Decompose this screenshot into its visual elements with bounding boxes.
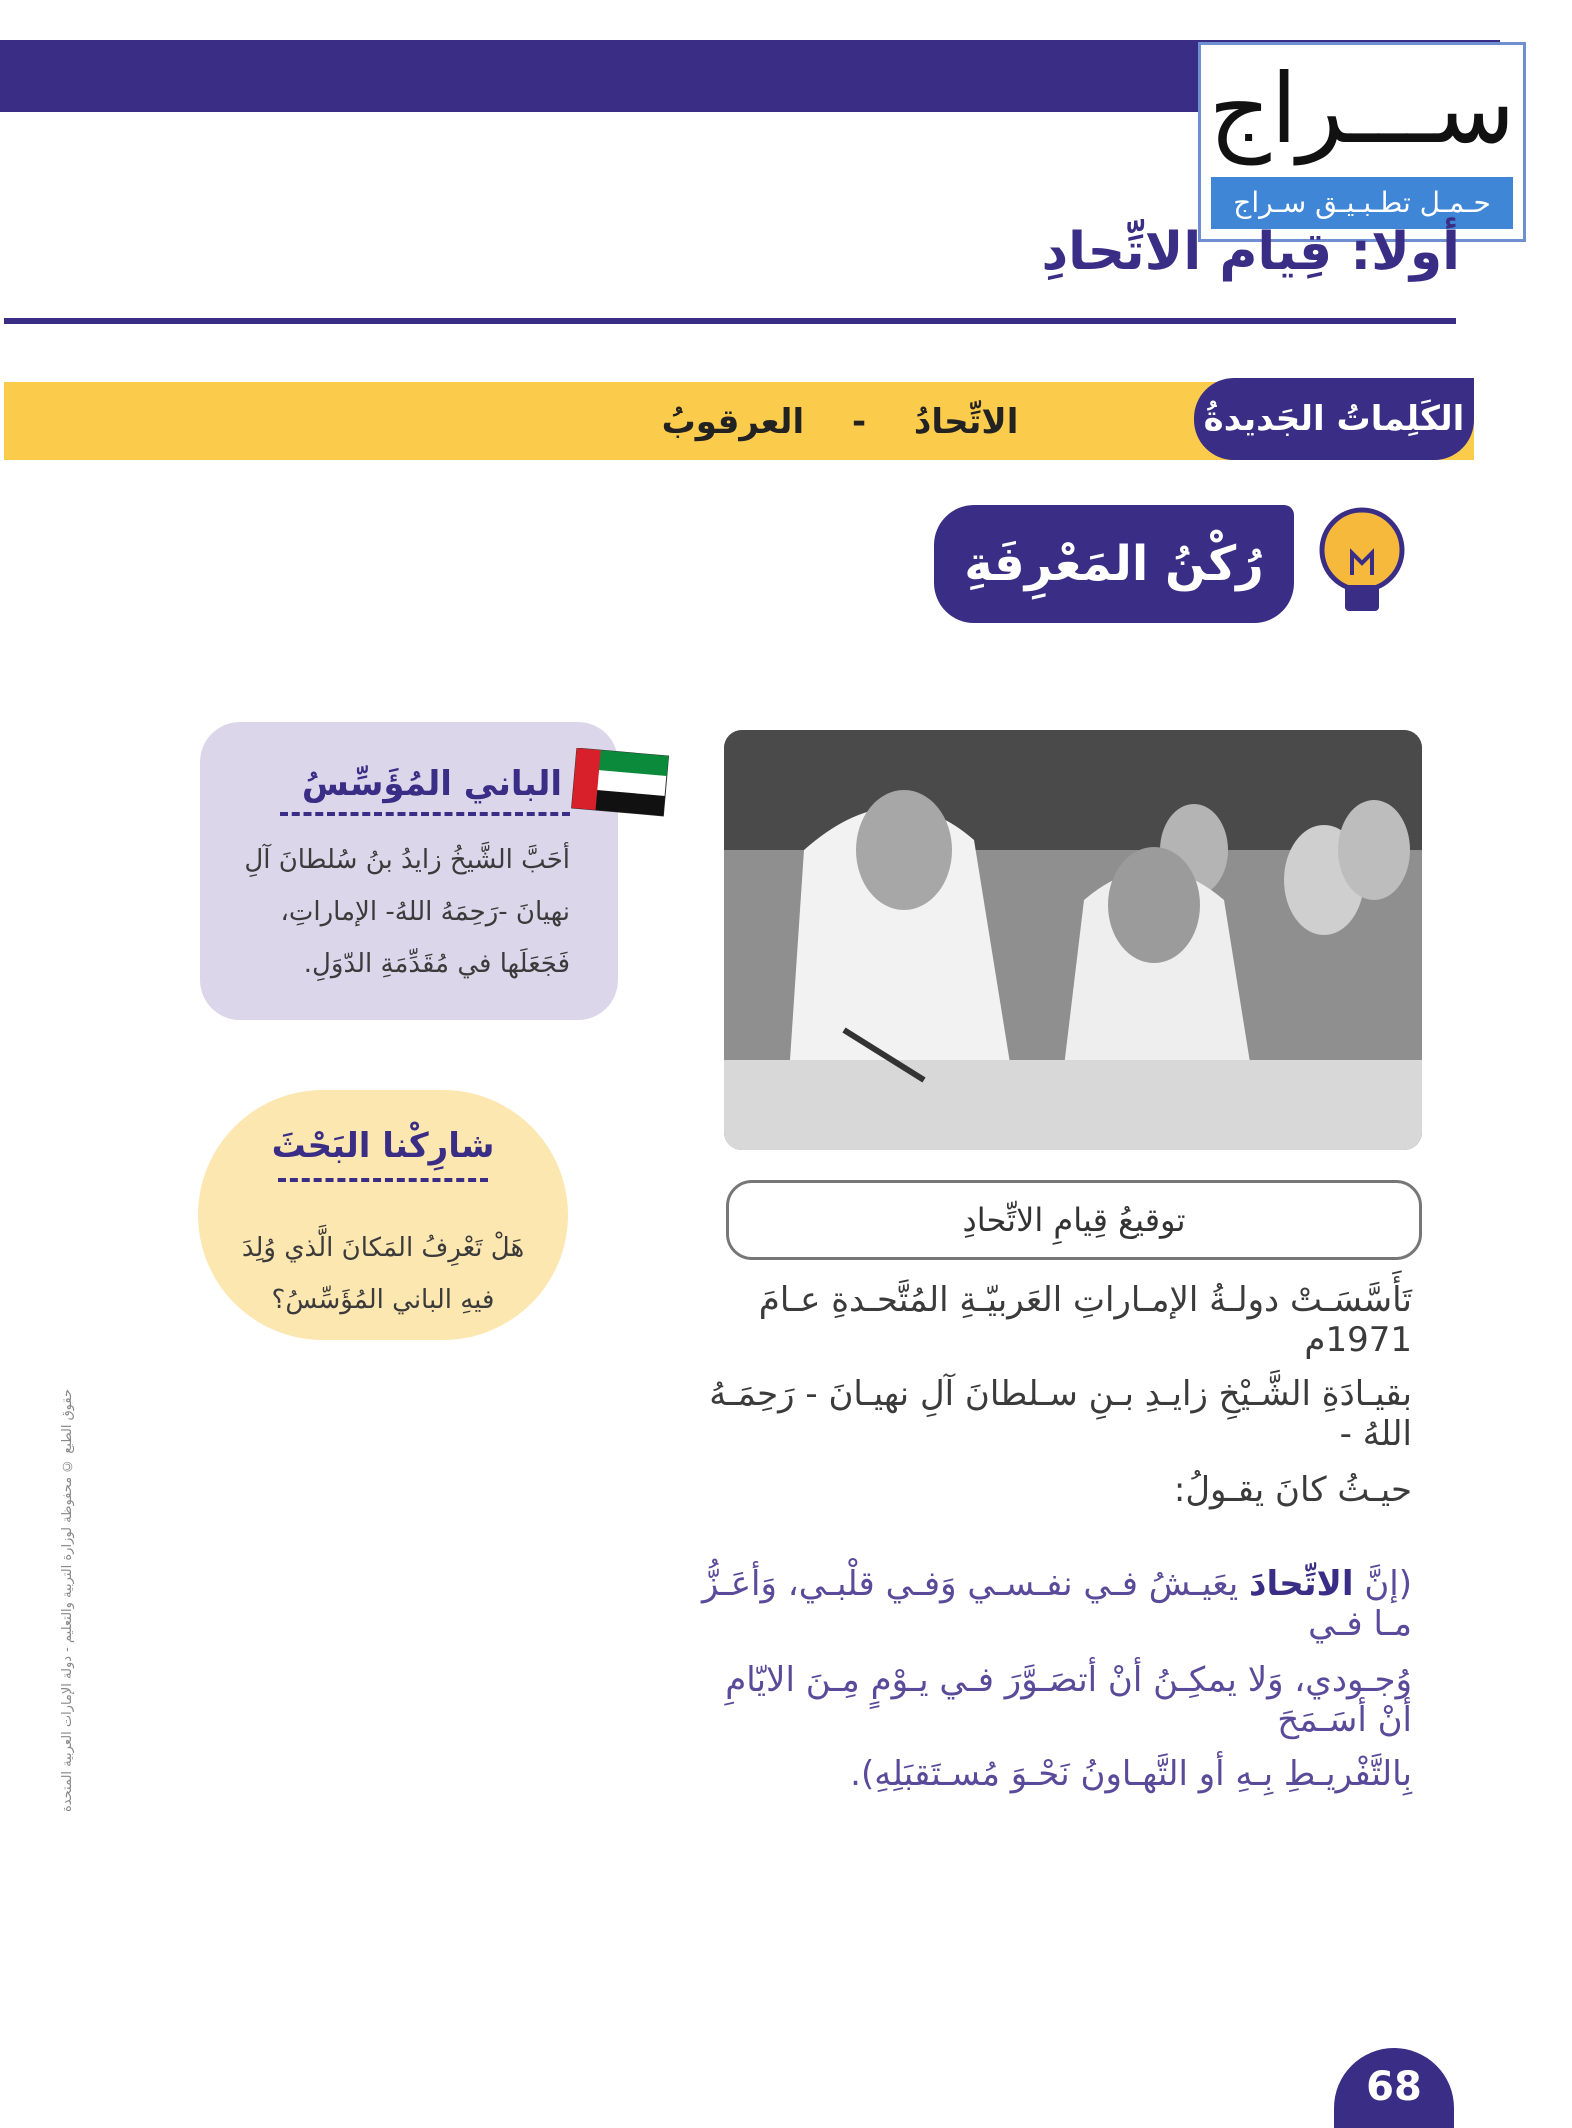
vocab-label: الكَلِماتُ الجَديدةُ	[1194, 378, 1474, 460]
uae-flag-icon	[570, 748, 670, 818]
quote-line-2: وُجـودي، وَلا يمكِـنُ أنْ أتصَـوَّرَ فـي يـوْمٍ مِـنَ الايّامِ أنْ أسَـمَحَ	[725, 1660, 1412, 1740]
body-line-2: بقيـادَةِ الشَّـيْخِ زايـدِ بـنِ سـلطانَ آلِ نهيـانَ - رَحِمَـهُ اللهُ -	[709, 1374, 1412, 1454]
page-number: 68	[1334, 2048, 1454, 2128]
founder-title: الباني المُؤَسِّسُ	[301, 764, 562, 804]
founder-dashed-divider	[280, 812, 570, 816]
copyright-note: حقوق الطبع © محفوظة لوزارة التربية والتعليم - دولة الإمارات العربية المتحدة	[60, 1388, 75, 1812]
founder-text: أحَبَّ الشَّيخُ زايدُ بنُ سُلطانَ آلِ نهيانَ -رَحِمَهُ اللهُ- الإماراتِ، فَجَعَلَها في مُقَدِّمَةِ الدّوَلِ.	[244, 845, 570, 979]
lightbulb-icon	[1312, 505, 1412, 625]
vocab-words	[520, 392, 1160, 452]
quote-keyword: الاتِّحادَ	[1249, 1564, 1354, 1604]
vocab-word-1: الاتِّحادُ	[913, 402, 1019, 442]
section-title: أولا: قِيام الاتِّحادِ	[1041, 222, 1460, 282]
vocab-word-2: العرقوبُ	[661, 402, 805, 442]
logo-wordmark: ســـراج	[1208, 53, 1516, 165]
photo-caption: توقيعُ قِيامِ الاتِّحادِ	[726, 1180, 1422, 1260]
siraj-logo[interactable]	[1198, 42, 1526, 242]
research-title: شارِكْنا البَحْثَ	[271, 1126, 495, 1166]
research-dashed-divider	[278, 1178, 488, 1182]
logo-tagline[interactable]: حـمـل تطـبـيـق سـراج	[1211, 177, 1513, 229]
body-line-1: تَأَسَّسَـتْ دولـةُ الإمـاراتِ العَربيّـةِ المُتَّحـدةِ عـامَ 1971م	[758, 1280, 1412, 1360]
founder-card	[200, 722, 618, 1020]
signing-photo	[724, 730, 1422, 1150]
title-divider	[4, 318, 1456, 324]
research-question: هَلْ تَعْرِفُ المَكانَ الَّذي وُلِدَ فيهِ الباني المُؤَسِّسُ؟	[241, 1233, 525, 1315]
knowledge-corner-title: رُكْنُ المَعْرِفَةِ	[934, 505, 1294, 623]
quote-line-1	[700, 1564, 1412, 1644]
body-line-3: حيـثُ كانَ يقـولُ:	[1173, 1470, 1412, 1510]
quote-rest: يعَيـشُ فـي نفـسـي وَفـي قلْبـي، وَأعَـزُّ مـا فـي	[702, 1564, 1412, 1644]
vocab-separator: -	[851, 402, 867, 442]
quote-line-3: بِالتَّفْريـطِ بِـهِ أو التَّهـاونُ نَحْـوَ مُسـتَقبَلِهِ).	[850, 1754, 1412, 1794]
research-card	[198, 1090, 568, 1340]
quote-open: (إنَّ	[1364, 1564, 1412, 1604]
